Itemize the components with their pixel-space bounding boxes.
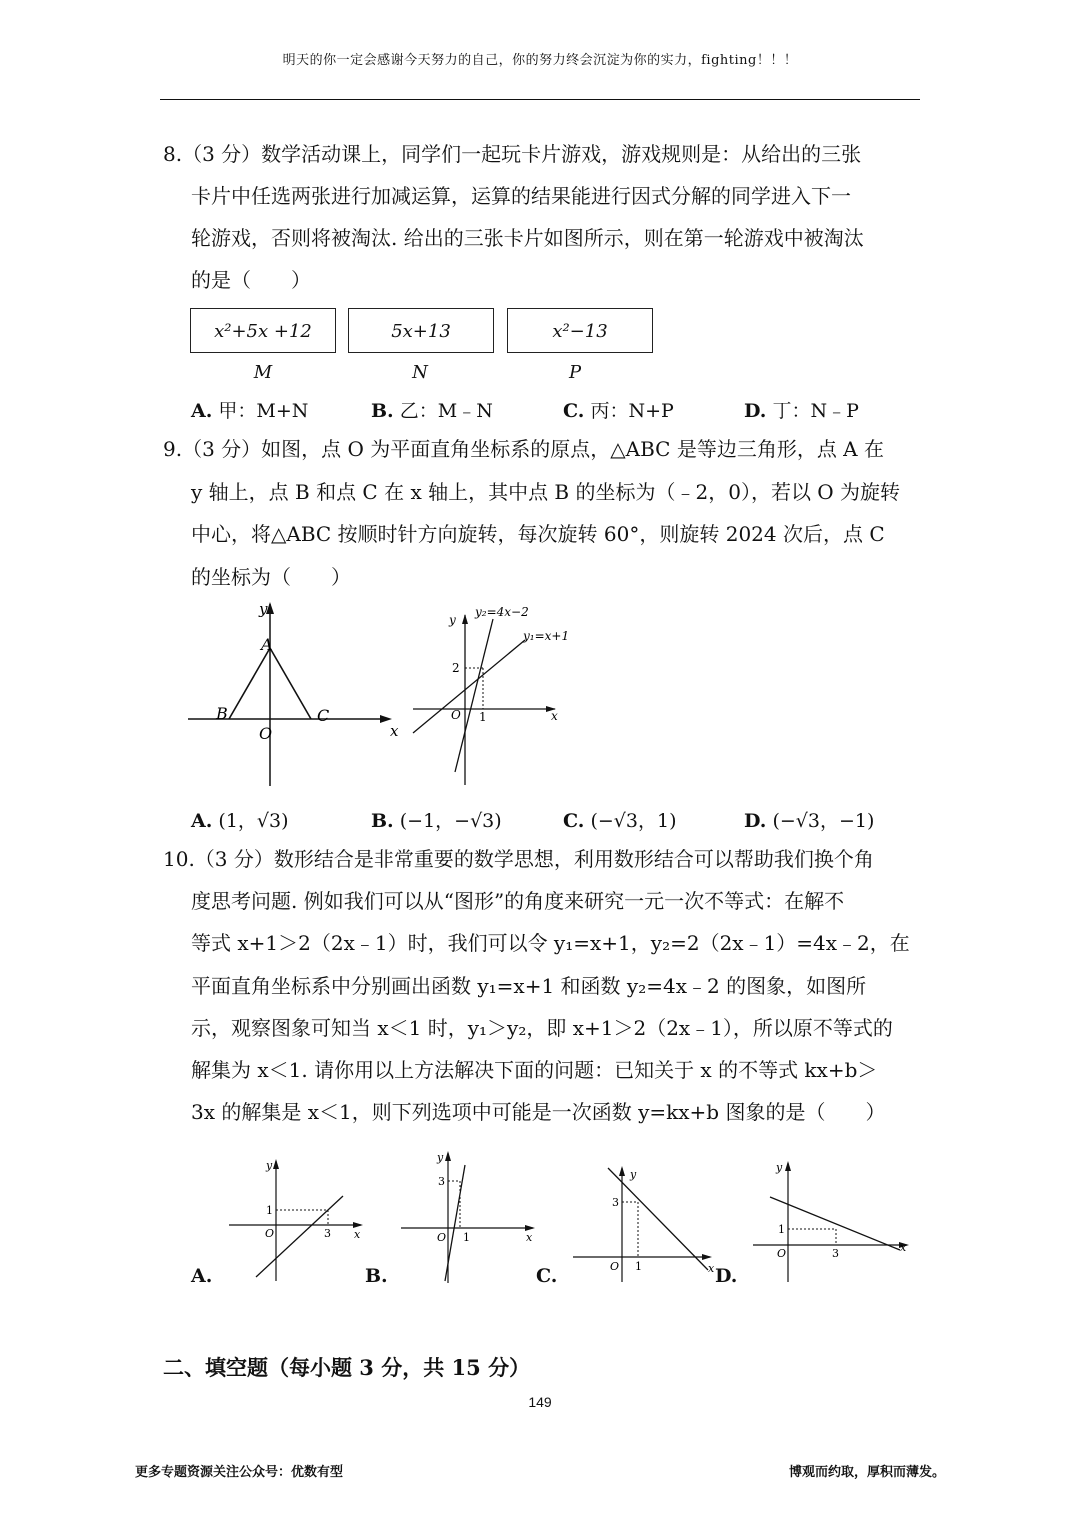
tick-label: 1 [635,1260,642,1273]
axis-y-label: y [630,1168,637,1181]
q8-line-2: 卡片中任选两张进行加减运算，运算的结果能进行因式分解的同学进入下一 [191,184,851,208]
q8-line-3: 轮游戏，否则将被淘汰. 给出的三张卡片如图所示，则在第一轮游戏中被淘汰 [191,226,864,250]
q8-option-d[interactable] [744,396,859,423]
tick-label: 3 [438,1175,445,1188]
option-label: B. [365,1265,388,1287]
axis-x-label: x [551,709,558,723]
q9-line-4: 的坐标为（ ） [191,565,351,589]
tick-label: 3 [324,1227,331,1240]
origin-label: O [265,1227,275,1240]
option-label: A. [191,400,213,422]
option-label: D. [744,400,767,422]
q9-option-b[interactable] [371,806,502,833]
point-a-label: A [261,635,273,654]
option-label: C. [563,810,585,832]
q10-line-4: 平面直角坐标系中分别画出函数 y₁=x+1 和函数 y₂=4x﹣2 的图象，如图所 [191,974,867,998]
q10-graph-d[interactable] [750,1157,915,1284]
footer-left-text: 更多专题资源关注公众号：优数有型 [135,1465,344,1480]
q8-option-b[interactable] [371,396,493,423]
card-n-label: N [412,362,428,383]
q9-lines-figure [405,600,575,790]
q9-line-1: 9.（3 分）如图，点 O 为平面直角坐标系的原点，△ABC 是等边三角形，点 A 在 [163,437,884,461]
axis-x-label: x [354,1228,361,1241]
option-text: (1，√3) [218,810,289,832]
option-label: B. [371,810,394,832]
axis-y-label: y [449,613,456,627]
q8-line-4: 的是（ ） [191,268,311,292]
option-label: D. [715,1265,738,1287]
option-label: B. [371,400,394,422]
option-text: 甲：M+N [218,400,309,422]
option-label: A. [191,810,213,832]
option-text: 丁：N﹣P [772,400,859,422]
line-y2-label: y₂=4x−2 [475,605,529,619]
page-number: 149 [528,1394,552,1410]
q10-graph-c[interactable] [570,1162,720,1284]
tick-label: 1 [266,1204,273,1217]
q10-graph-b[interactable] [398,1147,543,1285]
q10-graph-a[interactable] [226,1155,376,1283]
q8-option-c[interactable] [563,396,674,423]
axis-x-label: x [708,1262,715,1275]
card-n: 5x+13 [348,308,494,353]
origin-label: O [610,1260,620,1273]
axis-x-label: x [900,1241,907,1254]
axis-x-label: x [390,722,399,740]
line-y1-label: y₁=x+1 [523,629,570,643]
option-text: 乙：M﹣N [399,400,493,422]
tick-label: 1 [463,1231,470,1244]
card-m: x²+5x +12 [190,308,336,353]
q10-option-b[interactable] [365,1265,388,1287]
q10-line-2: 度思考问题. 例如我们可以从“图形”的角度来研究一元一次不等式：在解不 [191,889,845,913]
axis-y-label: y [259,600,268,618]
option-label: C. [536,1265,558,1287]
section-title: 二、填空题（每小题 3 分，共 15 分） [163,1355,531,1380]
q9-option-a[interactable] [191,806,289,833]
card-p: x²−13 [507,308,653,353]
q10-line-5: 示，观察图象可知当 x＜1 时，y₁＞y₂，即 x+1＞2（2x﹣1），所以原不等式的 [191,1016,893,1040]
option-label: C. [563,400,585,422]
option-text: 丙：N+P [590,400,674,422]
option-text: (−1，−√3) [399,810,502,832]
q10-line-1: 10.（3 分）数形结合是非常重要的数学思想，利用数形结合可以帮助我们换个角 [163,847,874,871]
origin-label: O [259,724,273,743]
option-text: (−√3，1) [590,810,677,832]
point-b-label: B [216,704,228,723]
q10-option-a[interactable] [191,1265,212,1287]
tick-2-label: 2 [452,661,460,675]
option-label: A. [191,1265,213,1287]
q10-line-7: 3x 的解集是 x＜1，则下列选项中可能是一次函数 y=kx+b 图象的是（ ） [191,1100,886,1124]
option-label: D. [744,810,767,832]
tick-label: 1 [778,1223,785,1236]
q10-line-3: 等式 x+1＞2（2x﹣1）时，我们可以令 y₁=x+1，y₂=2（2x﹣1）=4x﹣2，在 [191,931,910,955]
q8-option-a[interactable] [191,396,308,423]
q10-option-c[interactable] [536,1265,557,1287]
card-m-label: M [253,362,273,383]
origin-label: O [777,1247,787,1260]
tick-label: 3 [612,1196,619,1209]
page-header: 明天的你一定会感谢今天努力的自己，你的努力终会沉淀为你的实力，fighting！！！ [282,53,798,68]
q9-option-d[interactable] [744,806,874,833]
header-divider [160,99,920,100]
axis-y-label: y [437,1151,444,1164]
footer-right-text: 博观而约取，厚积而薄发。 [788,1465,945,1480]
q9-line-3: 中心，将△ABC 按顺时针方向旋转，每次旋转 60°，则旋转 2024 次后，点 C [191,522,885,546]
q10-option-d[interactable] [715,1265,737,1287]
tick-label: 3 [832,1247,839,1260]
card-p-label: P [568,362,582,383]
q8-line-1: 8.（3 分）数学活动课上，同学们一起玩卡片游戏，游戏规则是：从给出的三张 [163,142,862,166]
point-c-label: C [317,706,330,725]
option-text: (−√3，−1) [772,810,875,832]
q9-triangle-figure [185,598,400,788]
q9-line-2: y 轴上，点 B 和点 C 在 x 轴上，其中点 B 的坐标为（﹣2，0），若以 O 为旋转 [191,480,901,504]
q10-line-6: 解集为 x＜1. 请你用以上方法解决下面的问题：已知关于 x 的不等式 kx+b＞ [191,1058,878,1082]
axis-x-label: x [526,1231,533,1244]
tick-1-label: 1 [479,710,487,724]
q9-option-c[interactable] [563,806,676,833]
origin-label: O [437,1231,447,1244]
axis-y-label: y [266,1159,273,1172]
axis-y-label: y [776,1161,783,1174]
origin-label: O [451,708,461,722]
